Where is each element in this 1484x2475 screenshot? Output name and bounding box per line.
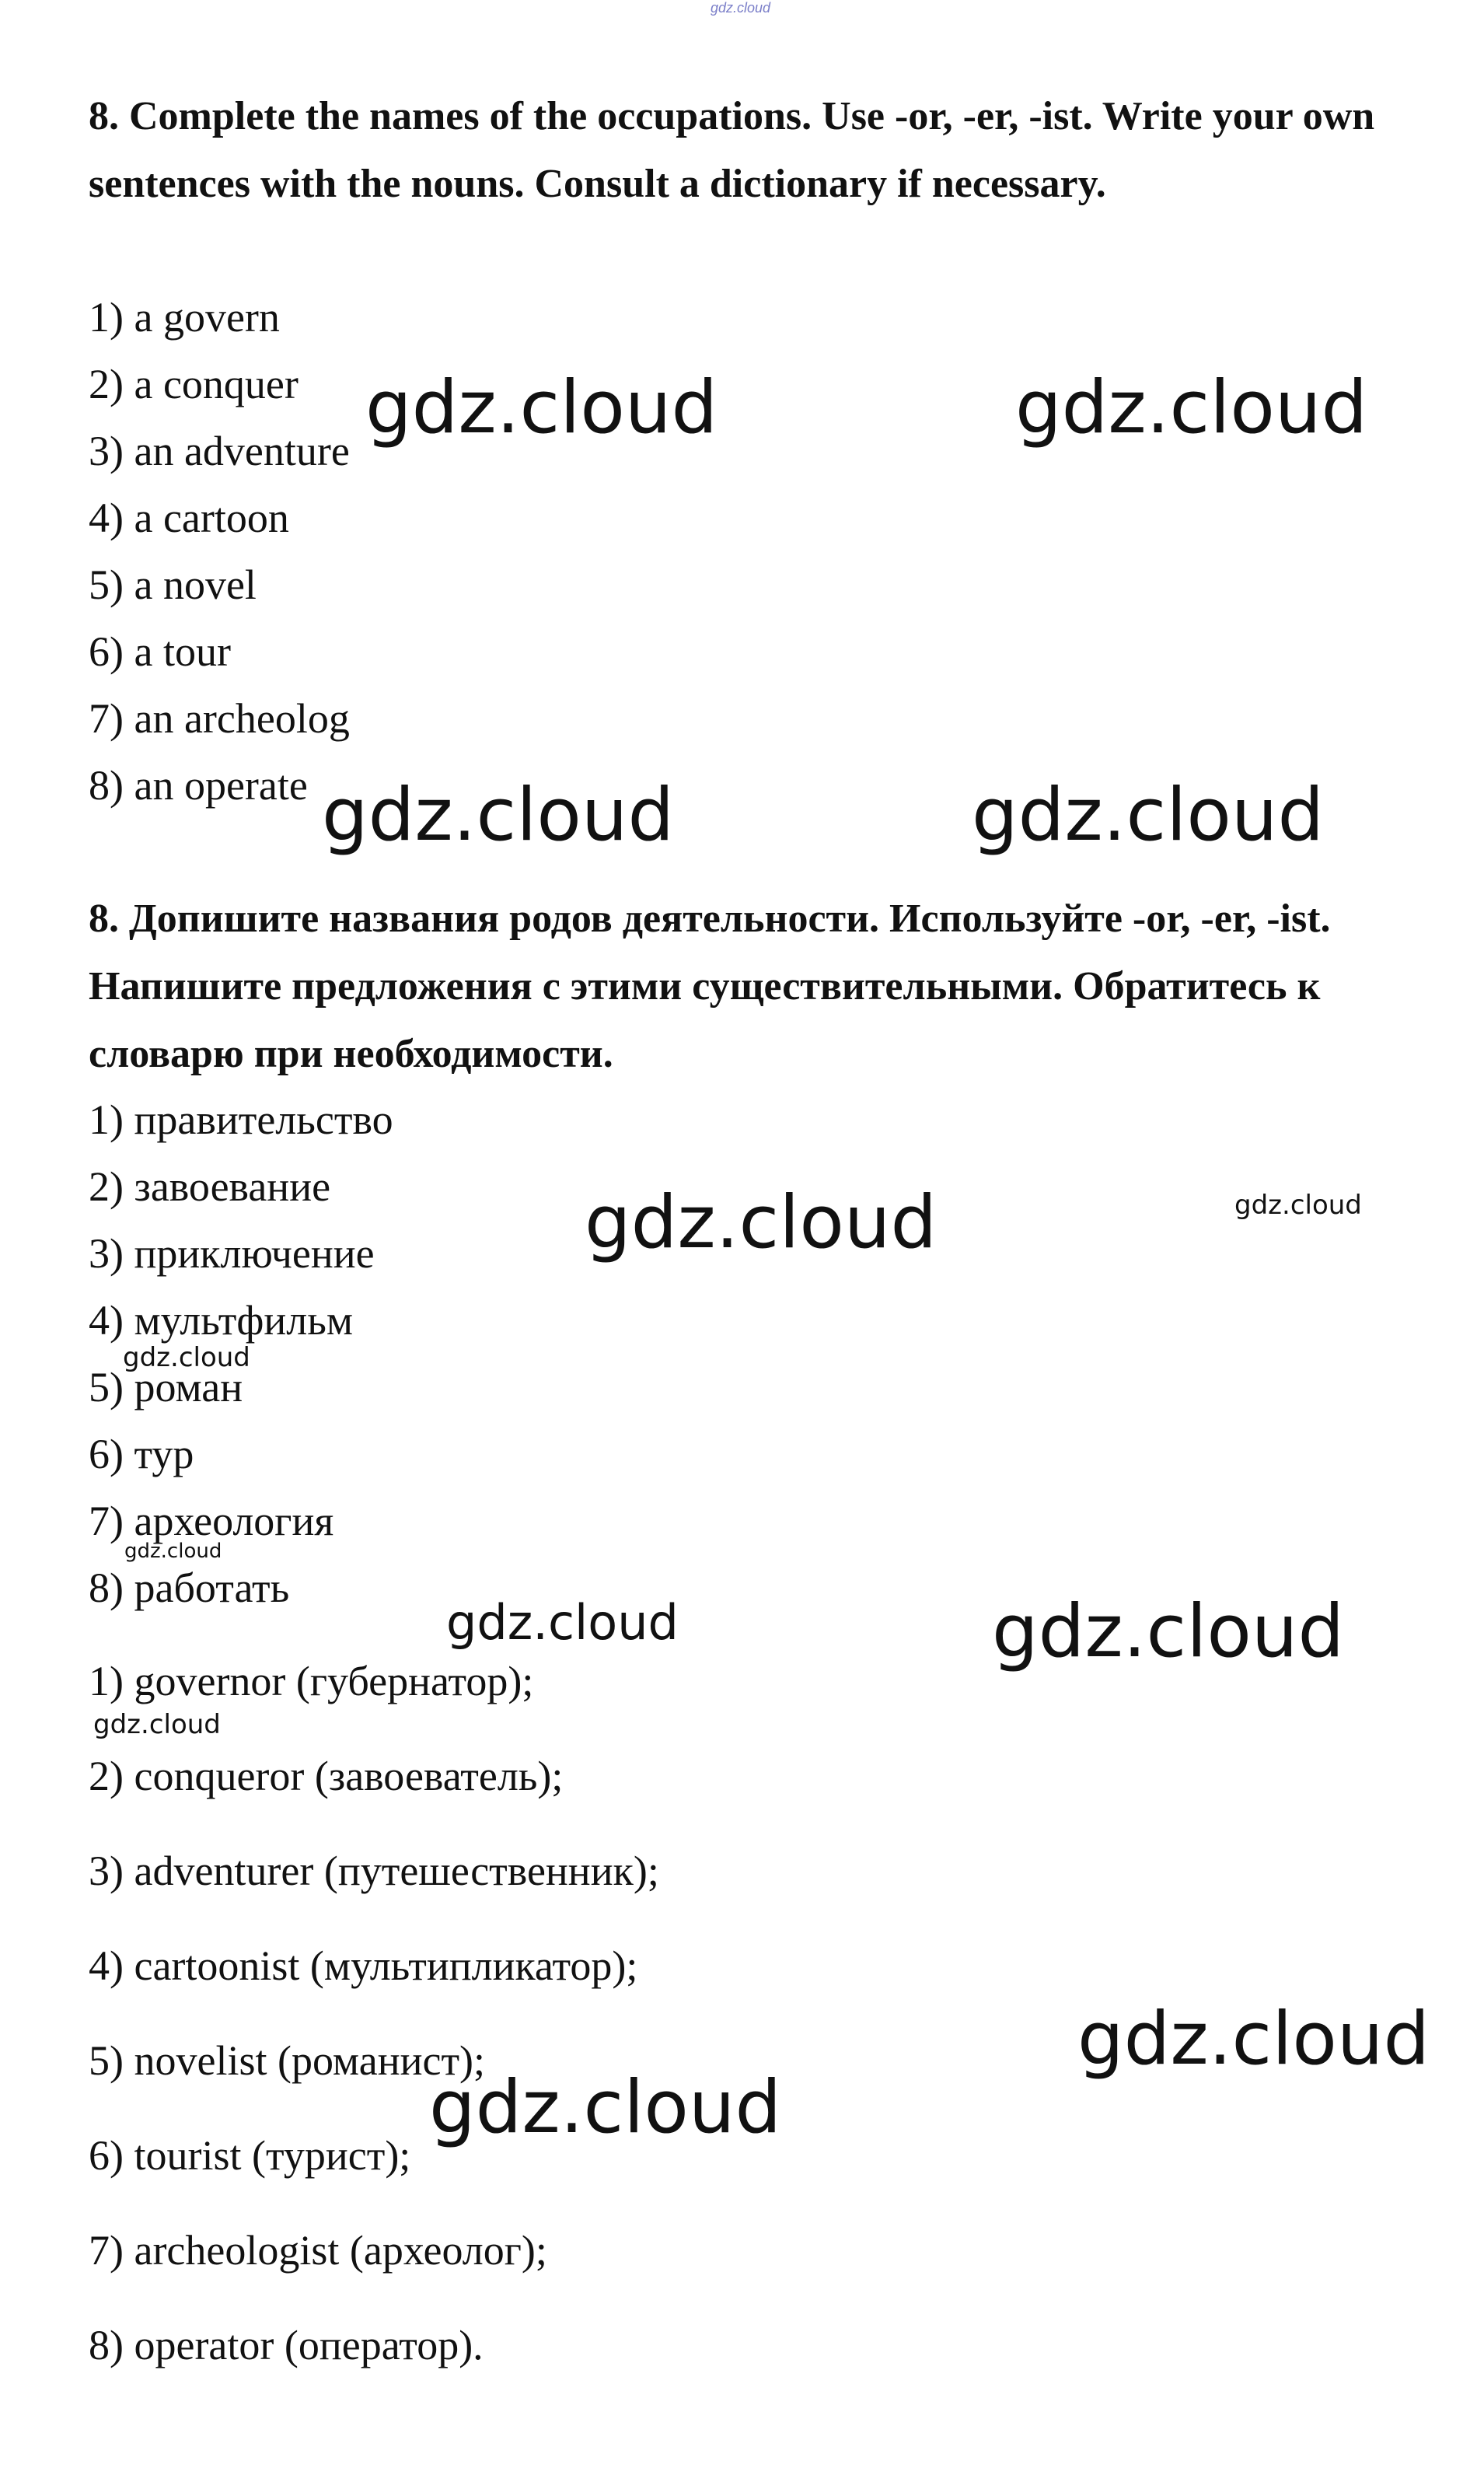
task-item-en-5: 5) a novel xyxy=(89,561,257,608)
watermark: gdz.cloud xyxy=(429,2065,782,2150)
answer-item-2: 2) conqueror (завоеватель); xyxy=(89,1753,564,1799)
task-item-ru-4: 4) мультфильм xyxy=(89,1297,354,1344)
watermark: gdz.cloud xyxy=(93,1709,221,1740)
answer-item-5: 5) novelist (романист); xyxy=(89,2037,486,2084)
watermark: gdz.cloud xyxy=(1077,1997,1430,2082)
answer-item-3: 3) adventurer (путешественник); xyxy=(89,1848,659,1894)
answer-item-6: 6) tourist (турист); xyxy=(89,2132,411,2179)
top-watermark: gdz.cloud xyxy=(711,0,771,16)
task-item-en-3: 3) an adventure xyxy=(89,428,350,474)
watermark: gdz.cloud xyxy=(123,1342,250,1373)
watermark: gdz.cloud xyxy=(1234,1190,1362,1221)
task-heading-english: 8. Complete the names of the occupations. Use -or, -er, -ist. Write your own sentences with the nouns. Consult a dictionary if necessary. xyxy=(89,94,1375,206)
answer-item-8: 8) operator (оператор). xyxy=(89,2322,484,2368)
watermark: gdz.cloud xyxy=(972,773,1325,858)
answer-item-7: 7) archeologist (археолог); xyxy=(89,2227,547,2274)
task-item-en-7: 7) an archeolog xyxy=(89,695,350,742)
task-item-en-1: 1) a govern xyxy=(89,294,280,341)
watermark: gdz.cloud xyxy=(585,1180,938,1265)
watermark: gdz.cloud xyxy=(365,365,718,450)
task-item-ru-1: 1) правительство xyxy=(89,1096,393,1143)
answer-item-4: 4) cartoonist (мультипликатор); xyxy=(89,1942,638,1989)
answer-item-1: 1) governor (губернатор); xyxy=(89,1658,534,1704)
task-heading-russian: 8. Допишите названия родов деятельности. Используйте -or, -er, -ist. Напишите предложения с этими существительными. Обратитесь к словарю при необходимости. xyxy=(89,897,1331,1076)
watermark: gdz.cloud xyxy=(124,1540,222,1563)
task-item-ru-8: 8) работать xyxy=(89,1564,290,1611)
task-item-ru-2: 2) завоевание xyxy=(89,1163,331,1210)
task-item-en-6: 6) a tour xyxy=(89,628,231,675)
task-item-ru-6: 6) тур xyxy=(89,1431,194,1477)
watermark: gdz.cloud xyxy=(322,773,675,858)
task-item-en-4: 4) a cartoon xyxy=(89,495,289,541)
task-item-ru-3: 3) приключение xyxy=(89,1230,375,1277)
task-item-ru-5: 5) роман xyxy=(89,1364,243,1411)
watermark: gdz.cloud xyxy=(992,1589,1345,1674)
watermark: gdz.cloud xyxy=(1015,365,1368,450)
task-item-en-2: 2) a conquer xyxy=(89,361,299,407)
watermark: gdz.cloud xyxy=(446,1594,679,1651)
task-item-ru-7: 7) археология xyxy=(89,1498,334,1544)
task-item-en-8: 8) an operate xyxy=(89,762,308,809)
